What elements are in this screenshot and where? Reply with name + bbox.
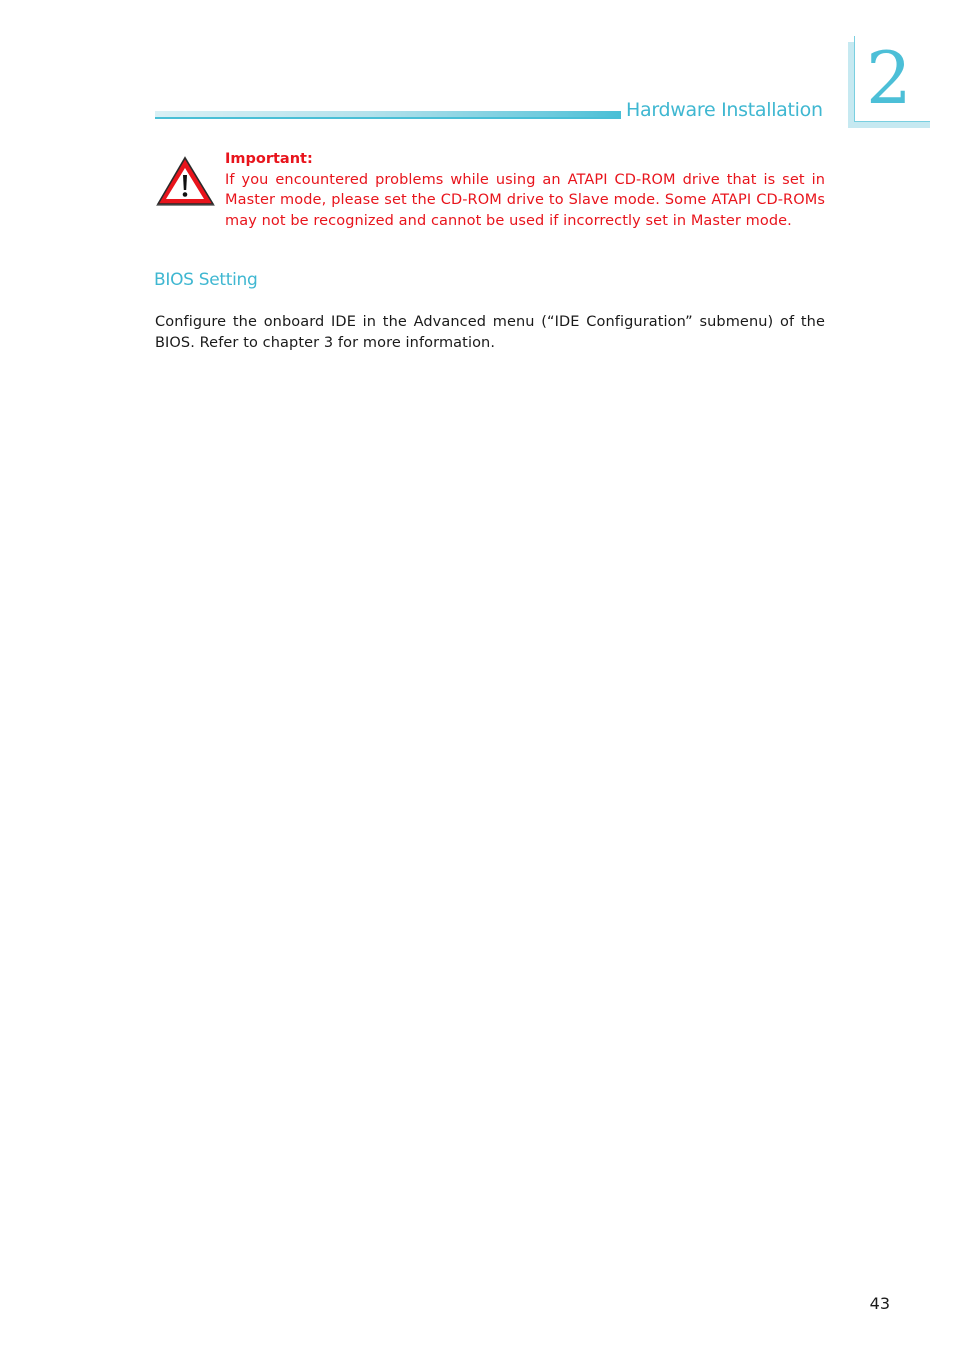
bios-setting-paragraph: Configure the onboard IDE in the Advanced menu (“IDE Configuration” submenu) of the BIOS. Refer to chapter 3 for more information. [155, 314, 825, 351]
warning-triangle-icon [155, 154, 217, 210]
page-number: 43 [869, 1294, 890, 1313]
important-text: If you encountered problems while using an ATAPI CD-ROM drive that is set in Master mode, please set the CD-ROM drive to Slave mode. Some ATAPI CD-ROMs may not be recognized and cannot be used if incorrectly set in Master mode. [225, 171, 825, 229]
important-note [225, 149, 825, 231]
important-heading: Important: [225, 151, 313, 167]
chapter-badge-bottom-bar [848, 122, 930, 128]
bios-setting-heading: BIOS Setting [154, 270, 258, 290]
chapter-badge [848, 36, 930, 128]
chapter-badge-left-line [854, 36, 855, 128]
header-rule-line [155, 117, 621, 119]
chapter-number: 2 [866, 36, 912, 120]
section-title: Hardware Installation [626, 99, 823, 121]
chapter-badge-bottom-line [854, 121, 930, 122]
